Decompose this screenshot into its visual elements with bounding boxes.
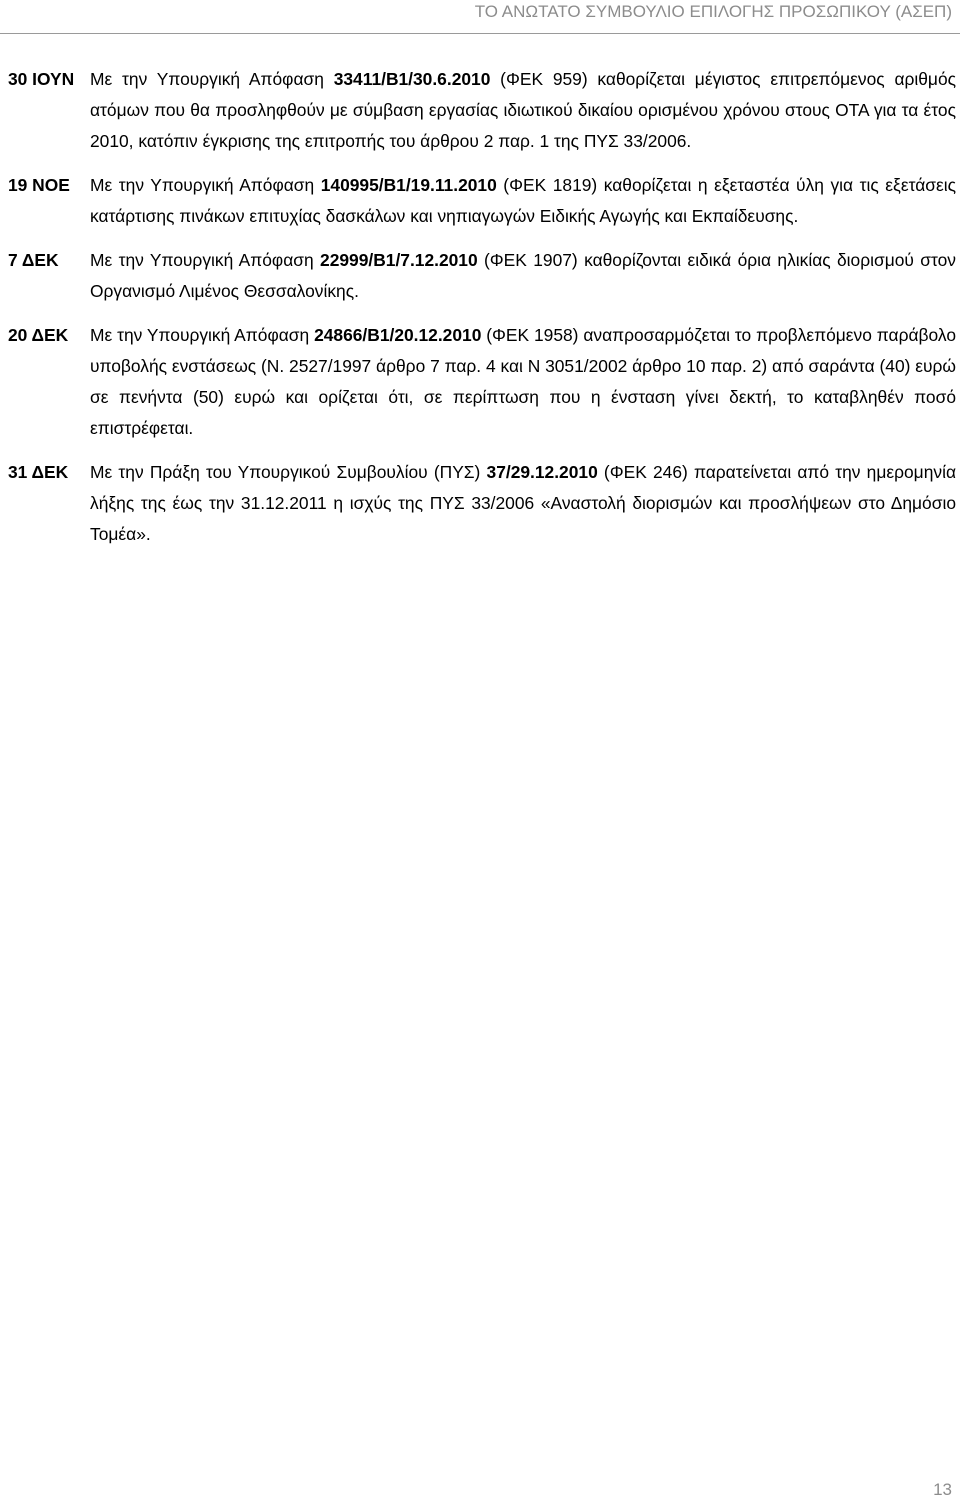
page-header-title: ΤΟ ΑΝΩΤΑΤΟ ΣΥΜΒΟΥΛΙΟ ΕΠΙΛΟΓΗΣ ΠΡΟΣΩΠΙΚΟΥ (ΑΣΕΠ) xyxy=(474,2,952,21)
entry-reference: 140995/Β1/19.11.2010 xyxy=(320,175,497,195)
page-number: 13 xyxy=(933,1480,952,1499)
entry-date: 30 ΙΟΥΝ xyxy=(8,69,75,89)
entry-text-intro: Με την Υπουργική Απόφαση xyxy=(90,175,321,195)
entry-text xyxy=(90,457,956,550)
entry-date: 7 ΔΕΚ xyxy=(8,250,59,270)
entry-date: 19 ΝΟΕ xyxy=(8,175,70,195)
entry-text xyxy=(90,320,956,444)
entry-text xyxy=(90,170,956,232)
chronology-entry xyxy=(8,457,956,550)
chronology-entry xyxy=(8,170,956,232)
chronology-entry xyxy=(8,320,956,444)
entry-text-body: (ΦΕΚ 1819) καθορίζεται η εξεταστέα ύλη για τις εξετάσεις κατάρτισης πινάκων επιτυχίας δασκάλων και νηπιαγωγών Ειδικής Αγωγής και Εκπαίδευσης. xyxy=(90,175,956,226)
chronology-list xyxy=(8,64,956,563)
header-divider xyxy=(0,33,960,34)
entry-text-body: (ΦΕΚ 246) παρατείνεται από την ημερομηνία λήξης της έως την 31.12.2011 η ισχύς της ΠΥΣ 33/2006 «Αναστολή διορισμών και προσλήψεων στο Δημόσιο Τομέα». xyxy=(90,462,956,544)
entry-text-intro: Με την Υπουργική Απόφαση xyxy=(90,325,315,345)
entry-text xyxy=(90,245,956,307)
entry-date: 31 ΔΕΚ xyxy=(8,462,69,482)
chronology-entry xyxy=(8,245,956,307)
entry-reference: 24866/Β1/20.12.2010 xyxy=(314,325,482,345)
entry-text-intro: Με την Υπουργική Απόφαση xyxy=(90,250,321,270)
entry-text-body: (ΦΕΚ 959) καθορίζεται μέγιστος επιτρεπόμενος αριθμός ατόμων που θα προσληφθούν με σύμβαση εργασίας ιδιωτικού δικαίου ορισμένου χρόνου στους ΟΤΑ για τα έτος 2010, κατόπιν έγκρισης της επιτροπής του άρθρου 2 παρ. 1 της ΠΥΣ 33/2006. xyxy=(90,69,956,151)
entry-date: 20 ΔΕΚ xyxy=(8,325,69,345)
entry-reference: 33411/Β1/30.6.2010 xyxy=(333,69,491,89)
chronology-entry xyxy=(8,64,956,157)
entry-text-body: (ΦΕΚ 1907) καθορίζονται ειδικά όρια ηλικίας διορισμού στον Οργανισμό Λιμένος Θεσσαλονίκης. xyxy=(90,250,956,301)
entry-text xyxy=(90,64,956,157)
entry-reference: 22999/Β1/7.12.2010 xyxy=(320,250,478,270)
entry-text-intro: Με την Πράξη του Υπουργικού Συμβουλίου (ΠΥΣ) xyxy=(90,462,487,482)
entry-reference: 37/29.12.2010 xyxy=(486,462,598,482)
entry-text-body: (ΦΕΚ 1958) αναπροσαρμόζεται το προβλεπόμενο παράβολο υποβολής ενστάσεως (Ν. 2527/1997 άρθρο 7 παρ. 4 και Ν 3051/2002 άρθρο 10 παρ. 2) από σαράντα (40) ευρώ σε πενήντα (50) ευρώ και ορίζεται ότι, σε περίπτωση που η ένσταση γίνει δεκτή, το καταβληθέν ποσό επιστρέφεται. xyxy=(90,325,956,438)
entry-text-intro: Με την Υπουργική Απόφαση xyxy=(90,69,334,89)
